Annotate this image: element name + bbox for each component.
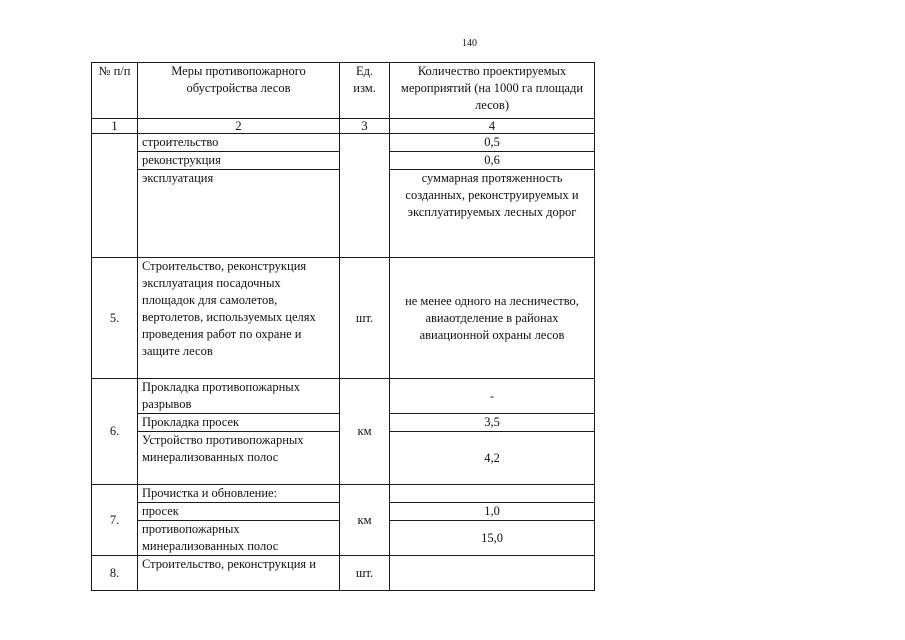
unit-cell: шт. — [340, 258, 390, 379]
measure-cell: противопожарных минерализованных полос — [138, 521, 340, 556]
value-cell: не менее одного на лесничество, авиаотделение в районах авиационной охраны лесов — [390, 258, 595, 379]
value-cell: 4,2 — [390, 432, 595, 485]
header-unit: Ед. изм. — [340, 63, 390, 119]
table-row — [92, 485, 595, 503]
row-num: 6. — [92, 379, 138, 485]
measure-cell: Прокладка просек — [138, 414, 340, 432]
value-cell: 0,5 — [390, 134, 595, 152]
page-number: 140 — [462, 38, 477, 49]
index-cell-2: 2 — [138, 119, 340, 134]
value-cell: 1,0 — [390, 503, 595, 521]
measure-cell: эксплуатация — [138, 170, 340, 258]
header-num: № п/п — [92, 63, 138, 119]
unit-cell-empty — [340, 134, 390, 258]
fire-measures-table — [91, 62, 595, 591]
measure-cell: Устройство противопожарных минерализованных полос — [138, 432, 340, 485]
index-row — [92, 119, 595, 134]
row-num: 7. — [92, 485, 138, 556]
index-cell-4: 4 — [390, 119, 595, 134]
measure-cell: реконструкция — [138, 152, 340, 170]
value-cell — [390, 556, 595, 591]
row-num: 5. — [92, 258, 138, 379]
measure-cell: Строительство, реконструкция и — [138, 556, 340, 591]
header-measures: Меры противопожарного обустройства лесов — [138, 63, 340, 119]
unit-cell: шт. — [340, 556, 390, 591]
measure-cell: Строительство, реконструкция эксплуатация посадочных площадок для самолетов, вертолетов, используемых целях проведения работ по охране и защите лесов — [138, 258, 340, 379]
table-row — [92, 379, 595, 414]
table-header-row — [92, 63, 595, 119]
unit-cell: км — [340, 485, 390, 556]
value-cell: 0,6 — [390, 152, 595, 170]
measure-cell: строительство — [138, 134, 340, 152]
value-cell: 15,0 — [390, 521, 595, 556]
table-row — [92, 134, 595, 152]
index-cell-1: 1 — [92, 119, 138, 134]
value-cell: - — [390, 379, 595, 414]
header-quantity: Количество проектируемых мероприятий (на 1000 га площади лесов) — [390, 63, 595, 119]
measure-cell: просек — [138, 503, 340, 521]
value-cell: 3,5 — [390, 414, 595, 432]
value-cell — [390, 485, 595, 503]
measure-cell: Прокладка противопожарных разрывов — [138, 379, 340, 414]
table-row — [92, 258, 595, 379]
value-cell: суммарная протяженность созданных, реконструируемых и эксплуатируемых лесных дорог — [390, 170, 595, 258]
table-row — [92, 556, 595, 591]
row-num-empty — [92, 134, 138, 258]
row-num: 8. — [92, 556, 138, 591]
measure-cell: Прочистка и обновление: — [138, 485, 340, 503]
unit-cell: км — [340, 379, 390, 485]
index-cell-3: 3 — [340, 119, 390, 134]
